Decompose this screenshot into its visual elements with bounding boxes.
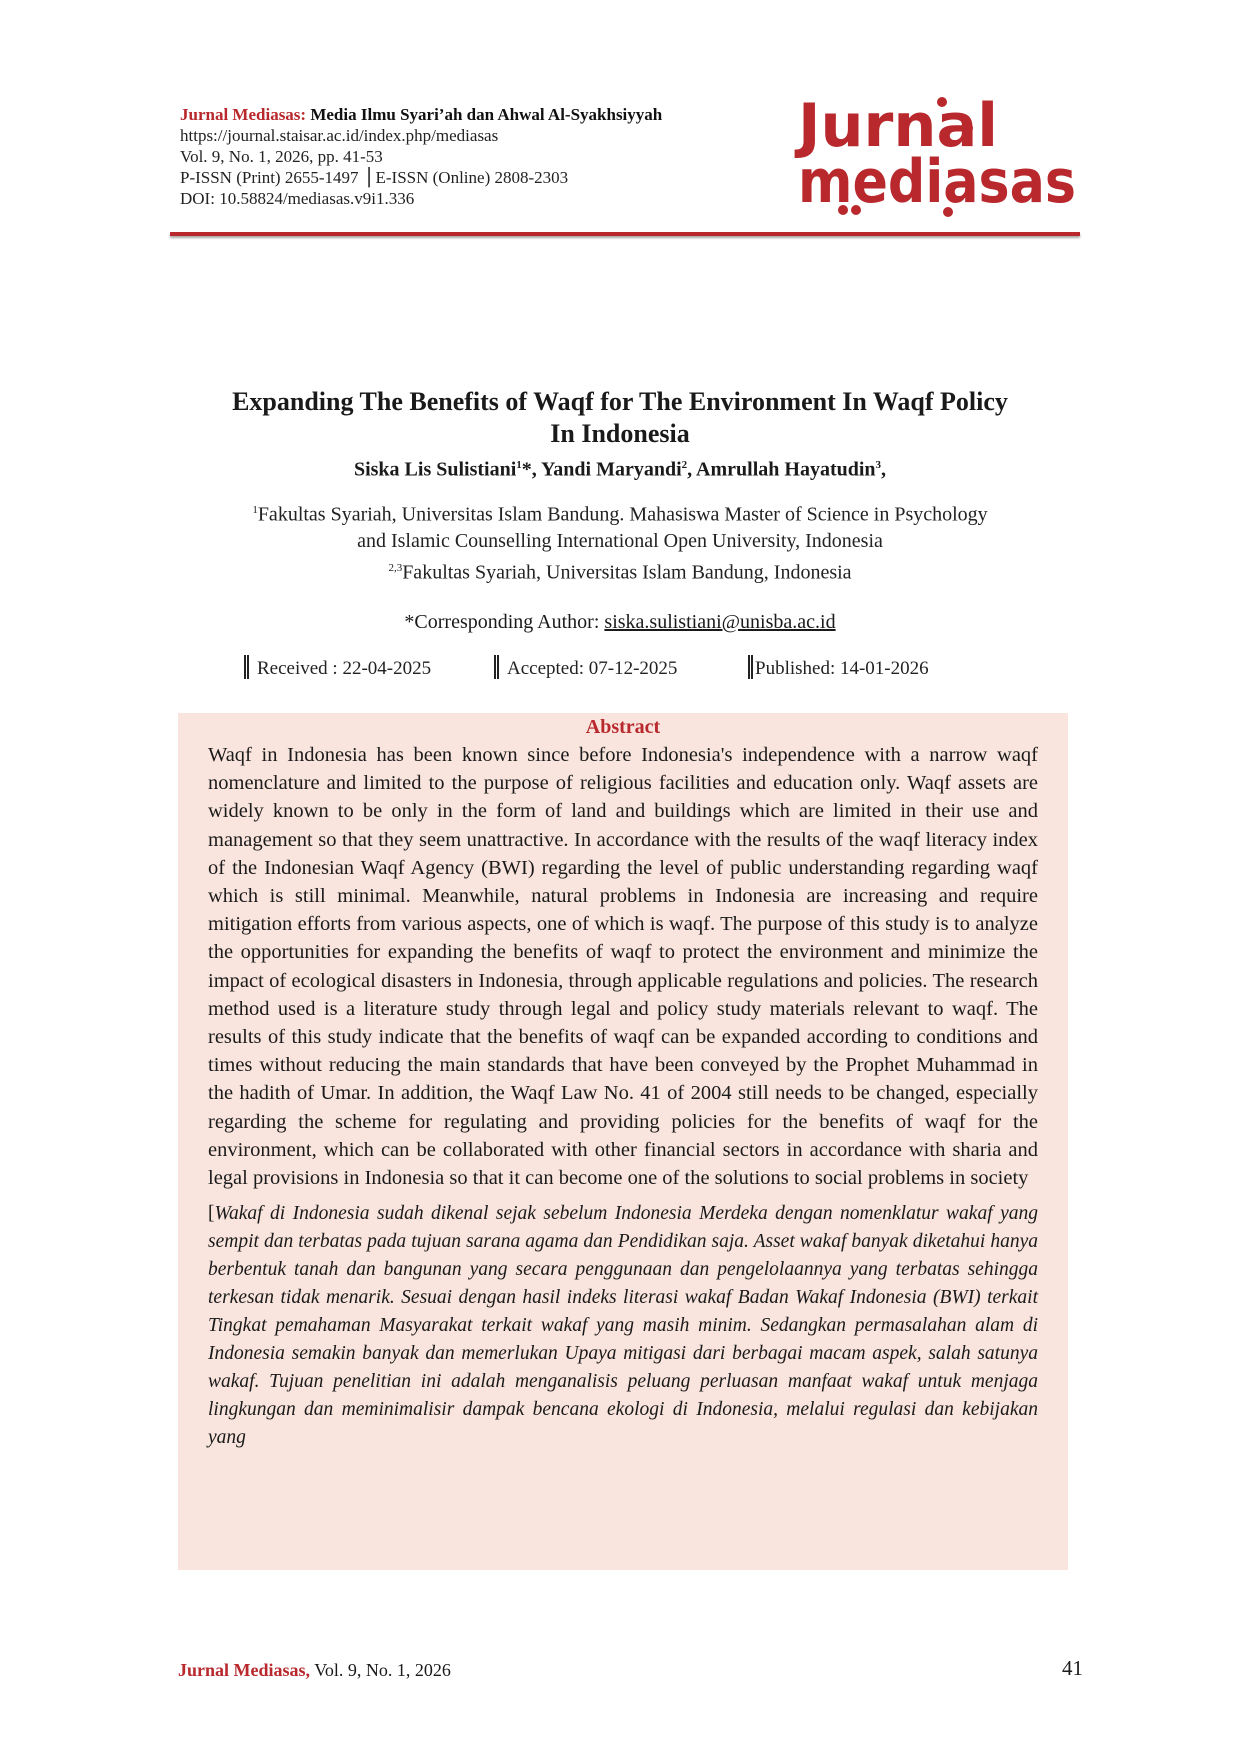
journal-url[interactable]: https://journal.staisar.ac.id/index.php/mediasas [180, 126, 499, 145]
journal-subtitle: Media Ilmu Syari’ah dan Ahwal Al-Syakhsiyyah [310, 105, 663, 124]
journal-header [180, 91, 1080, 217]
received-date [244, 655, 431, 680]
abstract-indonesian-text: Wakaf di Indonesia sudah dikenal sejak sebelum Indonesia Merdeka dengan nomenklatur wakaf yang sempit dan terbatas pada tujuan sarana agama dan Pendidikan saja. Asset wakaf banyak diketahui hanya berbentuk tanah dan bangunan yang secara penggunaan dan pengelolaannya yang terbatas sehingga terkesan tidak menarik. Sesuai dengan hasil indeks literasi wakaf Badan Wakaf Indonesia (BWI) terkait Tingkat pemahaman Masyarakat terkait wakaf yang masih minim. Sedangkan permasalahan alam di Indonesia semakin banyak dan memerlukan Upaya mitigasi dari berbagai macam aspek, salah satunya wakaf. Tujuan penelitian ini adalah menganalisis peluang perluasan manfaat wakaf untuk menjaga lingkungan dan meminimalisir dampak bencana ekologi di Indonesia, melalui regulasi dan kebijakan yang [208, 1203, 1038, 1449]
author-list [150, 452, 1090, 483]
abstract-bracket: [ [208, 1203, 215, 1225]
volume-line: Vol. 9, No. 1, 2026, pp. 41-53 [180, 147, 383, 166]
date-bar-icon [494, 655, 499, 679]
author-name: Amrullah Hayatudin [696, 458, 876, 481]
affiliation-1-mark: 1 [252, 503, 258, 516]
footer-issue: Vol. 9, No. 1, 2026 [310, 1660, 451, 1680]
affiliation-2-text: Fakultas Syariah, Universitas Islam Bandung, Indonesia [402, 561, 852, 584]
affiliation-1-text: Fakultas Syariah, Universitas Islam Bandung. Mahasiswa Master of Science in Psychology [257, 503, 988, 526]
corresponding-email-link[interactable]: siska.sulistiani@unisba.ac.id [604, 610, 836, 633]
journal-name: Jurnal Mediasas: [180, 105, 307, 124]
published-date [748, 655, 929, 680]
accepted-date [494, 655, 677, 680]
affiliation-2-mark: 2,3 [388, 562, 403, 575]
abstract-heading: Abstract [585, 716, 661, 738]
article-front-matter [150, 386, 1090, 635]
date-bar-icon [244, 655, 249, 679]
author-separator: , [687, 458, 697, 481]
date-bar-icon [748, 655, 753, 679]
article-title [150, 386, 1090, 450]
published-text: Published: 14-01-2026 [755, 658, 929, 679]
affiliation-1-cont: and Islamic Counselling International Open University, Indonesia [357, 530, 883, 553]
corresponding-label: *Corresponding Author: [404, 610, 605, 633]
issn-line: P-ISSN (Print) 2655-1497 ⎪E-ISSN (Online) 2808-2303 [180, 168, 569, 187]
logo-text-jurnal: Jurnal [793, 91, 998, 161]
affiliation-2 [150, 555, 1090, 587]
affiliation-1 [150, 497, 1090, 529]
logo-text-mediasas: mediasas [798, 147, 1076, 217]
author-name: Siska Lis Sulistiani [353, 458, 517, 481]
doi-line: DOI: 10.58824/mediasas.v9i1.336 [180, 189, 415, 208]
article-title-line-2: In Indonesia [550, 419, 690, 448]
author-affiliation-mark: 1 [516, 459, 522, 471]
accepted-text: Accepted: 07-12-2025 [507, 658, 678, 679]
author-separator: , [881, 458, 887, 481]
footer-journal: Jurnal Mediasas, [178, 1660, 311, 1680]
page-footer [178, 1656, 1083, 1681]
header-rule [170, 232, 1080, 236]
author-affiliation-mark: 2 [681, 459, 688, 471]
author-name: Yandi Maryandi [541, 458, 682, 481]
author-affiliation-mark: 3 [875, 459, 882, 471]
received-text: Received : 22-04-2025 [257, 658, 432, 679]
abstract-box [178, 713, 1068, 1570]
affiliations [150, 497, 1090, 587]
page-number: 41 [1062, 1656, 1083, 1680]
article-title-line-1: Expanding The Benefits of Waqf for The Environment In Waqf Policy [232, 387, 1008, 416]
abstract-indonesian [208, 1200, 1038, 1452]
journal-logo [792, 92, 1082, 222]
abstract-english: Waqf in Indonesia has been known since before Indonesia's independence with a narrow waqf nomenclature and limited to the purpose of religious facilities and education only. Waqf assets are widely known to be only in the form of land and buildings which are limited in their use and management so that they seem unattractive. In accordance with the results of the waqf literacy index of the Indonesian Waqf Agency (BWI) regarding the level of public understanding regarding waqf which is still minimal. Meanwhile, natural problems in Indonesia are increasing and require mitigation efforts from various aspects, one of which is waqf. The purpose of this study is to analyze the opportunities for expanding the benefits of waqf to protect the environment and minimize the impact of ecological disasters in Indonesia, through applicable regulations and policies. The research method used is a literature study through legal and policy study materials relevant to waqf. The results of this study indicate that the benefits of waqf can be expanded according to conditions and times without reducing the main standards that have been conveyed by the Prophet Muhammad in the hadith of Umar. In addition, the Waqf Law No. 41 of 2004 still needs to be changed, especially regarding the scheme for regulating and providing policies for the benefits of waqf for the environment, which can be collaborated with other financial sectors in accordance with sharia and legal provisions in Indonesia so that it can become one of the solutions to social problems in society [208, 744, 1038, 1190]
corresponding-author [150, 609, 1090, 635]
author-separator: *, [521, 458, 542, 481]
